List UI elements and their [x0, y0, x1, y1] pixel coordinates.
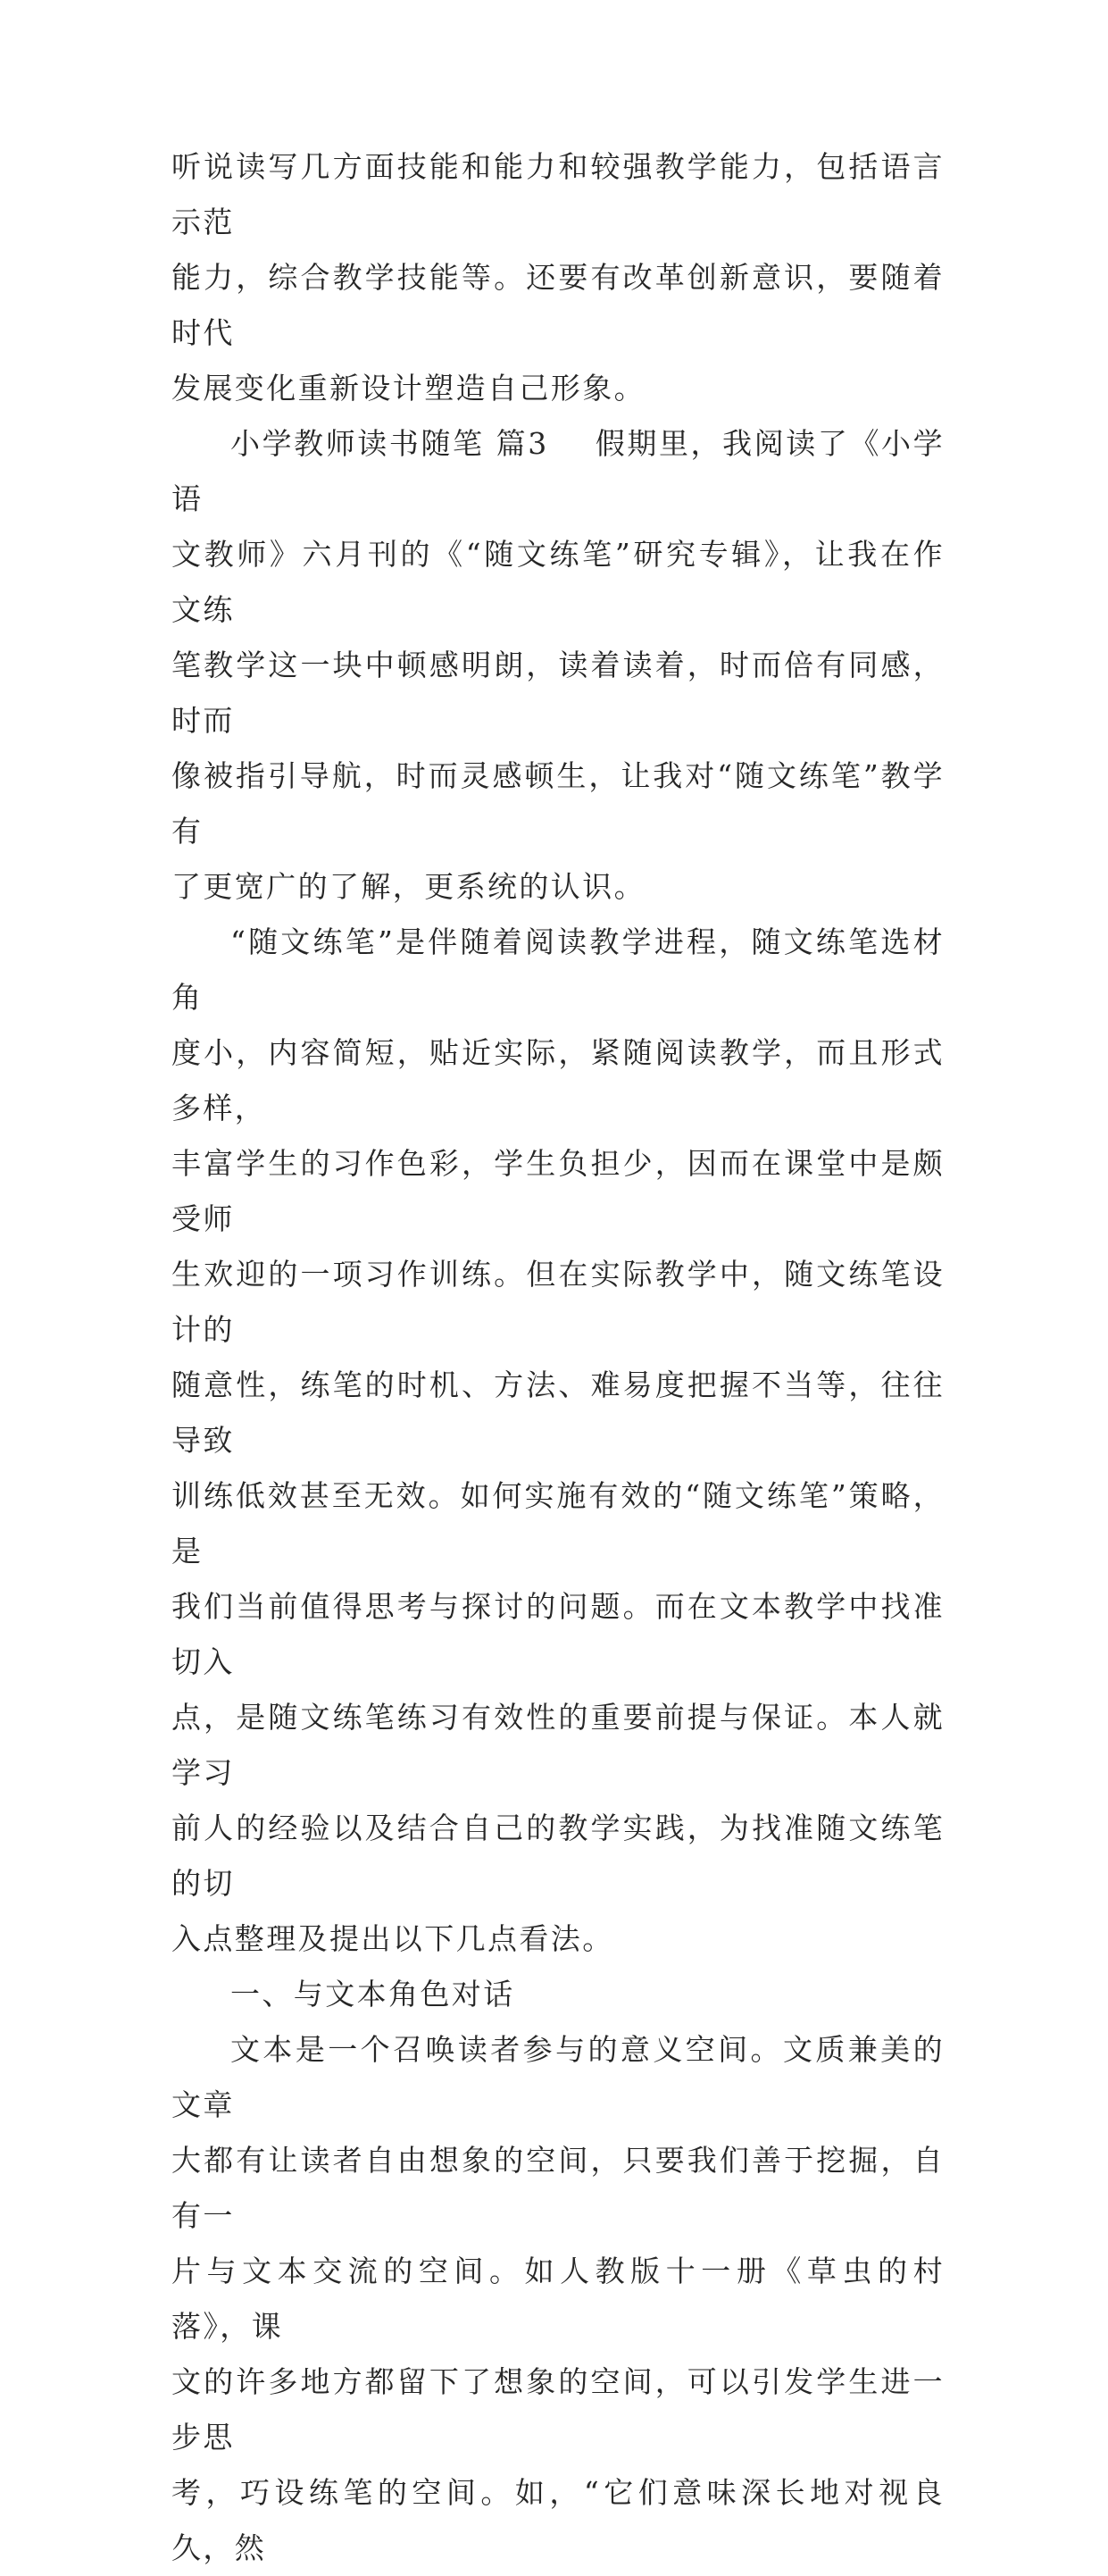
text-line: 文教师》六月刊的《“随文练笔”研究专辑》，让我在作文练: [171, 537, 945, 627]
text-line: 文本是一个召唤读者参与的意义空间。文质兼美的文章: [171, 2032, 945, 2122]
text-line: 假期里，我阅读了《小学语: [171, 426, 945, 516]
text-line: 度小，内容简短，贴近实际，紧随阅读教学，而且形式多样，: [171, 1035, 945, 1125]
paragraph-continued: [171, 139, 945, 416]
text-line: 入点整理及提出以下几点看法。: [171, 1921, 614, 1956]
text-line: 丰富学生的习作色彩，学生负担少，因而在课堂中是颇受师: [171, 1146, 945, 1236]
section-heading-1: [171, 1967, 945, 2022]
document-body: [171, 139, 945, 2576]
paragraph-text-space: [171, 2022, 945, 2576]
text-line: 我们当前值得思考与探讨的问题。而在文本教学中找准切入: [171, 1589, 945, 1679]
text-line: 听说读写几方面技能和能力和较强教学能力，包括语言示范: [171, 149, 945, 239]
paragraph-suiwen-lianbi: [171, 915, 945, 1967]
text-line: 笔教学这一块中顿感明朗，读着读着，时而倍有同感，时而: [171, 648, 945, 738]
text-line: 片与文本交流的空间。如人教版十一册《草虫的村落》，课: [171, 2254, 945, 2344]
text-line: “随文练笔”是伴随着阅读教学进程，随文练笔选材角: [171, 924, 945, 1015]
text-line: 能力，综合教学技能等。还要有改革创新意识，要随着时代: [171, 260, 945, 350]
text-line: 考，巧设练笔的空间。如，“它们意味深长地对视良久，然: [171, 2475, 945, 2565]
text-line: 生欢迎的一项习作训练。但在实际教学中，随文练笔设计的: [171, 1257, 945, 1347]
essay-title: 小学教师读书随笔 篇3: [230, 426, 549, 461]
text-line: 文的许多地方都留下了想象的空间，可以引发学生进一步思: [171, 2364, 945, 2455]
text-line: 训练低效甚至无效。如何实施有效的“随文练笔”策略，是: [171, 1478, 945, 1568]
text-line: 前人的经验以及结合自己的教学实践，为找准随文练笔的切: [171, 1811, 945, 1901]
text-line: 大都有让读者自由想象的空间，只要我们善于挖掘，自有一: [171, 2143, 945, 2233]
text-line: 点，是随文练笔练习有效性的重要前提与保证。本人就学习: [171, 1700, 945, 1790]
text-line: 一、与文本角色对话: [230, 1977, 515, 2011]
text-line: 随意性，练笔的时机、方法、难易度把握不当等，往往导致: [171, 1367, 945, 1458]
text-line: 了更宽广的了解，更系统的认识。: [171, 869, 646, 904]
text-line: 像被指引导航，时而灵感顿生，让我对“随文练笔”教学有: [171, 758, 945, 849]
paragraph-essay3-intro: [171, 416, 945, 915]
text-line: 发展变化重新设计塑造自己形象。: [171, 371, 646, 406]
